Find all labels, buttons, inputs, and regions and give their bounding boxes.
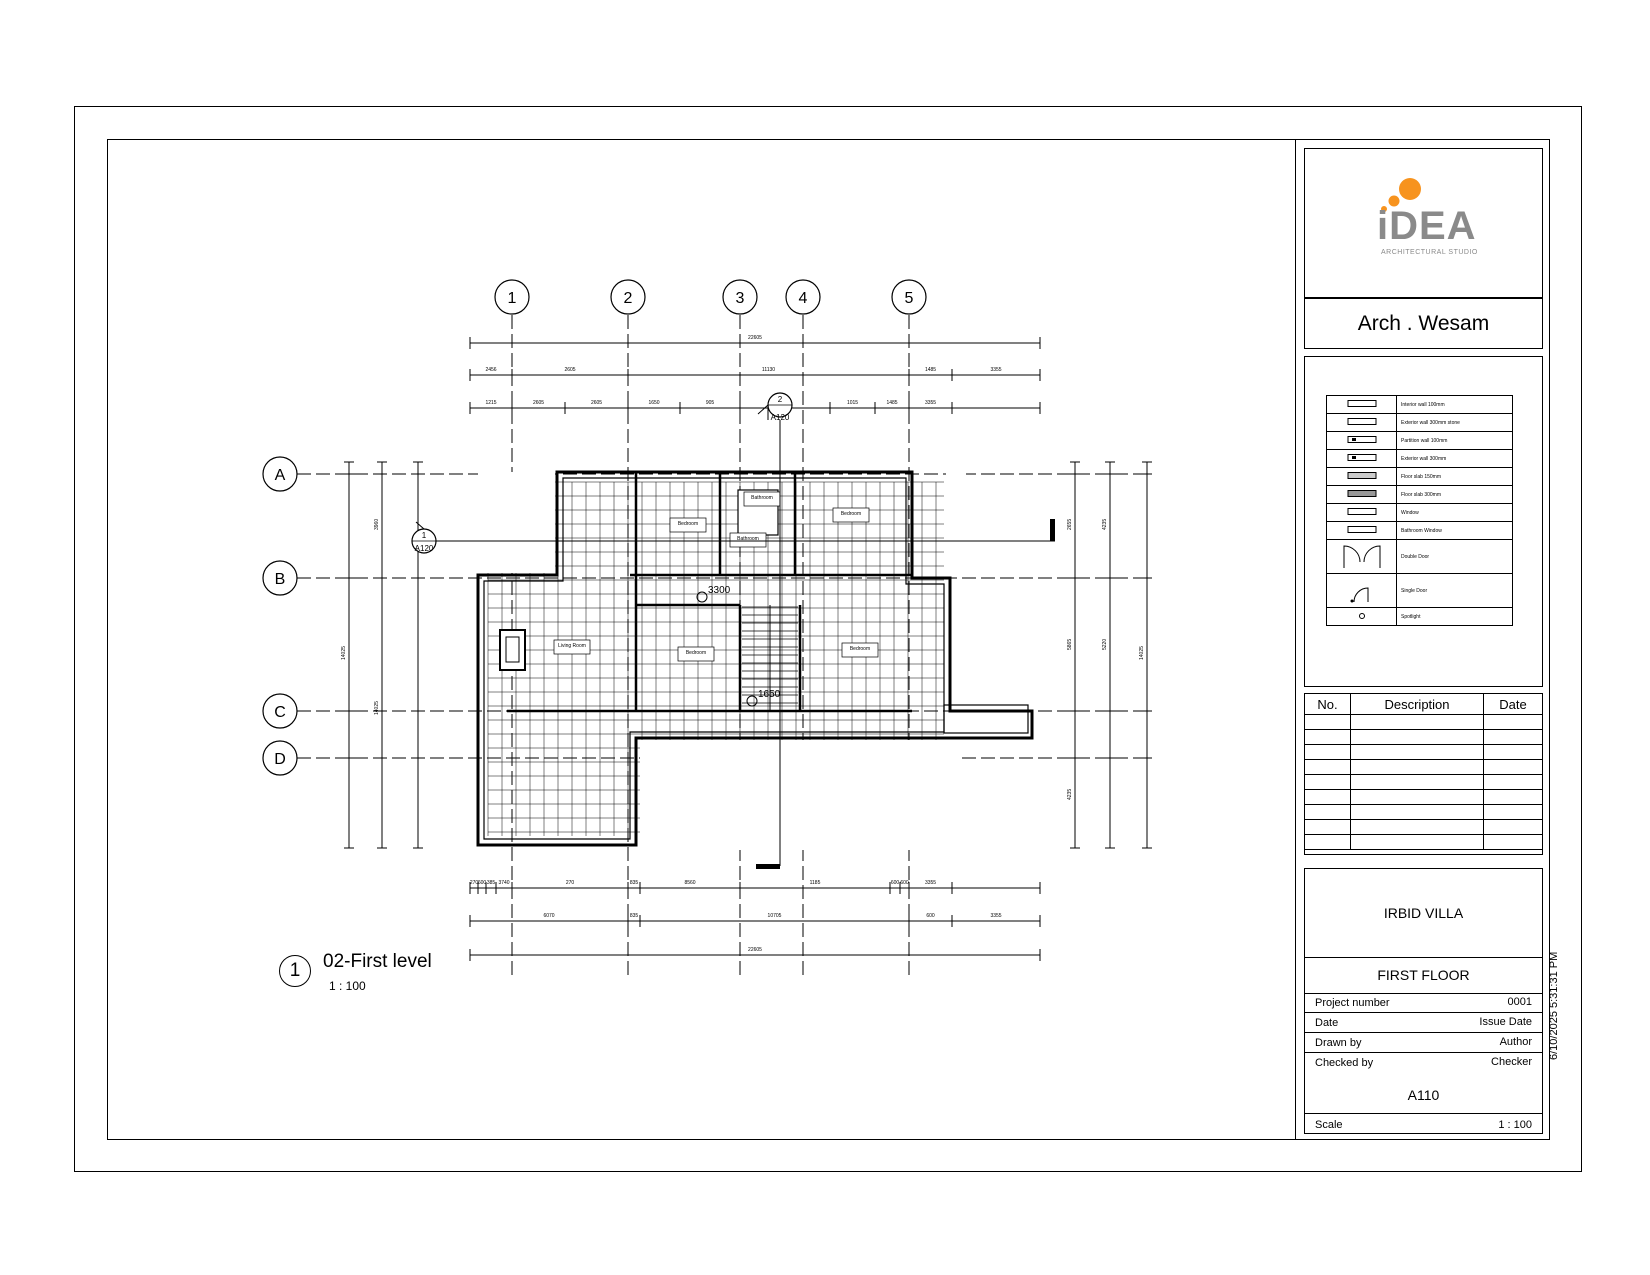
- section-sheet: A120: [414, 544, 434, 553]
- chimney-block: [500, 630, 525, 670]
- revision-cell: [1484, 730, 1543, 745]
- dim-text: 22605: [748, 335, 762, 341]
- dim-text: 1015: [846, 400, 859, 406]
- revision-cell: [1305, 745, 1351, 760]
- dim-text: 3960: [374, 518, 380, 530]
- legend-label: Exterior wall 300mm stone: [1397, 414, 1513, 432]
- revision-cell: [1351, 730, 1484, 745]
- revision-cell: [1351, 760, 1484, 775]
- dim-text: 4235: [1102, 518, 1108, 530]
- room-label: Bedroom: [677, 521, 699, 527]
- sheet-name-text: FIRST FLOOR: [1377, 967, 1470, 983]
- floor-slab-thick-symbol: [1327, 486, 1397, 504]
- legend-row: [1327, 504, 1513, 522]
- revision-header-date: Date: [1484, 694, 1543, 715]
- revision-cell: [1484, 820, 1543, 835]
- dim-text: 2605: [532, 400, 545, 406]
- revision-cell: [1305, 820, 1351, 835]
- scale-row: [1305, 1113, 1542, 1135]
- legend-row: [1327, 432, 1513, 450]
- floor-slab-symbol: [1327, 468, 1397, 486]
- exterior-wall-symbol: [1327, 450, 1397, 468]
- architect-panel: [1304, 298, 1543, 349]
- revision-cell: [1484, 775, 1543, 790]
- revision-cell: [1351, 835, 1484, 850]
- info-key: Drawn by: [1315, 1037, 1362, 1049]
- room-label: Living Room: [558, 643, 586, 649]
- revision-panel: [1304, 693, 1543, 855]
- revision-cell: [1484, 715, 1543, 730]
- dim-text: 22605: [748, 947, 762, 953]
- sheet-number: [1305, 1077, 1542, 1114]
- dim-text: 14025: [341, 646, 347, 660]
- legend-label: Partition wall 100mm: [1397, 432, 1513, 450]
- section-sheet: A120: [770, 413, 790, 422]
- info-value: Issue Date: [1479, 1016, 1532, 1028]
- titleblock-divider: [1295, 139, 1296, 1140]
- revision-cell: [1484, 835, 1543, 850]
- revision-cell: [1305, 730, 1351, 745]
- dim-text: 14025: [1139, 646, 1145, 660]
- architect-name: Arch . Wesam: [1357, 311, 1490, 335]
- grid-label: B: [274, 571, 286, 588]
- legend-row: [1327, 608, 1513, 626]
- legend-label: Interior wall 100mm: [1397, 396, 1513, 414]
- legend-row: [1327, 450, 1513, 468]
- room-label: Bedroom: [849, 646, 871, 652]
- dim-text: 600: [477, 880, 487, 886]
- dim-text: 2605: [564, 367, 576, 373]
- legend-row: [1327, 540, 1513, 574]
- project-name-text: IRBID VILLA: [1383, 905, 1464, 921]
- logo-text: iDEA: [1377, 204, 1477, 248]
- room-label: Bathroom: [737, 536, 759, 542]
- partition-wall-symbol: [1327, 432, 1397, 450]
- spotlight-symbol: [1327, 608, 1397, 626]
- dim-text: 600: [900, 880, 909, 886]
- info-row-project-number: [1305, 993, 1542, 1013]
- revision-row: [1305, 790, 1542, 805]
- level-mark: 3300: [708, 585, 731, 596]
- legend-label: Single Door: [1397, 574, 1513, 608]
- dim-text: 2456: [485, 367, 497, 373]
- exterior-wall-stone-symbol: [1327, 414, 1397, 432]
- info-value: 0001: [1507, 996, 1532, 1008]
- revision-table: [1305, 694, 1542, 850]
- legend-label: Spotlight: [1397, 608, 1513, 626]
- grid-label: 5: [904, 290, 914, 307]
- legend-label: Floor slab 150mm: [1397, 468, 1513, 486]
- info-row-date: [1305, 1013, 1542, 1033]
- dim-text: 5865: [1067, 638, 1073, 650]
- section-end-mark: [1050, 519, 1055, 541]
- dim-text: 270: [565, 880, 575, 886]
- revision-cell: [1305, 805, 1351, 820]
- legend-row: [1327, 522, 1513, 540]
- interior-wall-symbol: [1327, 396, 1397, 414]
- info-key: Project number: [1315, 997, 1390, 1009]
- sheet-name: [1305, 957, 1542, 994]
- info-row-checked-by: [1305, 1053, 1542, 1073]
- revision-row: [1305, 775, 1542, 790]
- revision-cell: [1351, 775, 1484, 790]
- section-number: 1: [421, 531, 427, 540]
- logo-panel: [1304, 148, 1543, 298]
- info-value: Checker: [1491, 1056, 1532, 1068]
- dim-text: 600: [926, 913, 935, 919]
- void-mask: [946, 472, 966, 576]
- dim-text: 3355: [924, 880, 937, 886]
- dim-text: 10705: [767, 913, 782, 919]
- single-door-symbol: [1327, 574, 1397, 608]
- revision-cell: [1305, 760, 1351, 775]
- dim-text: 1485: [924, 367, 937, 373]
- revision-header-description: Description: [1351, 694, 1484, 715]
- room-label: Bedroom: [685, 650, 707, 656]
- dim-text: 3355: [990, 913, 1002, 919]
- dim-text: 3355: [990, 367, 1002, 373]
- print-timestamp: 6/10/2025 5:31:31 PM: [1548, 951, 1560, 1060]
- revision-cell: [1484, 805, 1543, 820]
- revision-cell: [1351, 745, 1484, 760]
- dim-text: 270: [469, 880, 479, 886]
- view-title-block: [279, 951, 479, 1001]
- info-row-drawn-by: [1305, 1033, 1542, 1053]
- revision-cell: [1351, 790, 1484, 805]
- dim-text: 835: [629, 913, 639, 919]
- dim-text: 600: [890, 880, 900, 886]
- dim-text: 905: [705, 400, 715, 406]
- room-label: Bedroom: [840, 511, 862, 517]
- revision-row: [1305, 760, 1542, 775]
- revision-cell: [1305, 835, 1351, 850]
- dim-text: 1185: [809, 880, 821, 886]
- grid-label: 2: [623, 290, 633, 307]
- dim-text: 2605: [590, 400, 603, 406]
- revision-header-no: No.: [1305, 694, 1351, 715]
- view-number-bubble: [279, 955, 311, 987]
- revision-cell: [1351, 820, 1484, 835]
- dim-text: 11130: [761, 367, 776, 373]
- dim-text: 6070: [543, 913, 555, 919]
- legend-label: Floor slab 300mm: [1397, 486, 1513, 504]
- legend-row: [1327, 574, 1513, 608]
- dim-text: 2655: [1067, 518, 1073, 530]
- void-mask: [640, 740, 960, 850]
- project-info-panel: [1304, 868, 1543, 1134]
- double-door-symbol: [1327, 540, 1397, 574]
- grid-label: 3: [735, 290, 745, 307]
- info-value: Author: [1499, 1036, 1532, 1048]
- legend-table: [1326, 395, 1513, 626]
- level-mark: 1650: [758, 689, 781, 700]
- revision-cell: [1484, 745, 1543, 760]
- dim-text: 1650: [648, 400, 660, 406]
- dim-text: 5220: [1102, 638, 1108, 650]
- revision-row: [1305, 835, 1542, 850]
- dim-text: 8560: [684, 880, 696, 886]
- view-number: 1: [289, 960, 301, 981]
- section-arrow-1: [416, 522, 424, 529]
- legend-label: Double Door: [1397, 540, 1513, 574]
- dim-text: 835: [629, 880, 639, 886]
- legend-row: [1327, 468, 1513, 486]
- legend-row: [1327, 396, 1513, 414]
- legend-label: Window: [1397, 504, 1513, 522]
- room-label: Bathroom: [751, 495, 773, 501]
- revision-cell: [1305, 715, 1351, 730]
- revision-row: [1305, 745, 1542, 760]
- level-symbol: [697, 592, 707, 602]
- grid-label: 1: [507, 290, 517, 307]
- grid-label: 4: [798, 290, 808, 307]
- info-key: Date: [1315, 1017, 1339, 1029]
- revision-row: [1305, 820, 1542, 835]
- dim-text: 14025: [374, 701, 380, 715]
- dim-text: 3355: [924, 400, 937, 406]
- balcony-right: [944, 705, 1028, 733]
- revision-cell: [1484, 790, 1543, 805]
- revision-row: [1305, 805, 1542, 820]
- void-mask: [478, 472, 555, 573]
- window-symbol: [1327, 504, 1397, 522]
- view-title: 02-First level: [323, 951, 432, 972]
- revision-cell: [1305, 775, 1351, 790]
- project-name: [1305, 869, 1542, 958]
- legend-row: [1327, 414, 1513, 432]
- scale-value: 1 : 100: [1498, 1119, 1532, 1131]
- grid-label: D: [274, 751, 286, 768]
- view-scale: 1 : 100: [329, 979, 366, 993]
- revision-cell: [1351, 715, 1484, 730]
- revision-cell: [1351, 805, 1484, 820]
- revision-cell: [1484, 760, 1543, 775]
- revision-cell: [1305, 790, 1351, 805]
- legend-row: [1327, 486, 1513, 504]
- legend-label: Bathroom Window: [1397, 522, 1513, 540]
- dim-text: 4235: [1067, 788, 1073, 800]
- section-end-mark: [756, 864, 780, 869]
- section-number: 2: [777, 395, 783, 404]
- logo-subtitle: ARCHITECTURAL STUDIO: [1381, 249, 1478, 256]
- grid-label: A: [274, 467, 286, 484]
- dim-text: 1485: [886, 400, 898, 406]
- section-arrow-2: [758, 405, 768, 420]
- grid-label: C: [274, 704, 286, 721]
- bathroom-window-symbol: [1327, 522, 1397, 540]
- legend-panel: [1304, 356, 1543, 687]
- scale-label: Scale: [1315, 1119, 1343, 1131]
- revision-row: [1305, 730, 1542, 745]
- dim-text: 3740: [498, 880, 510, 886]
- dim-text: 1215: [485, 400, 497, 406]
- level-symbol: [747, 696, 757, 706]
- legend-label: Exterior wall 300mm: [1397, 450, 1513, 468]
- sheet-number-text: A110: [1407, 1087, 1440, 1103]
- revision-row: [1305, 715, 1542, 730]
- info-key: Checked by: [1315, 1057, 1374, 1069]
- dim-text: 385: [486, 880, 496, 886]
